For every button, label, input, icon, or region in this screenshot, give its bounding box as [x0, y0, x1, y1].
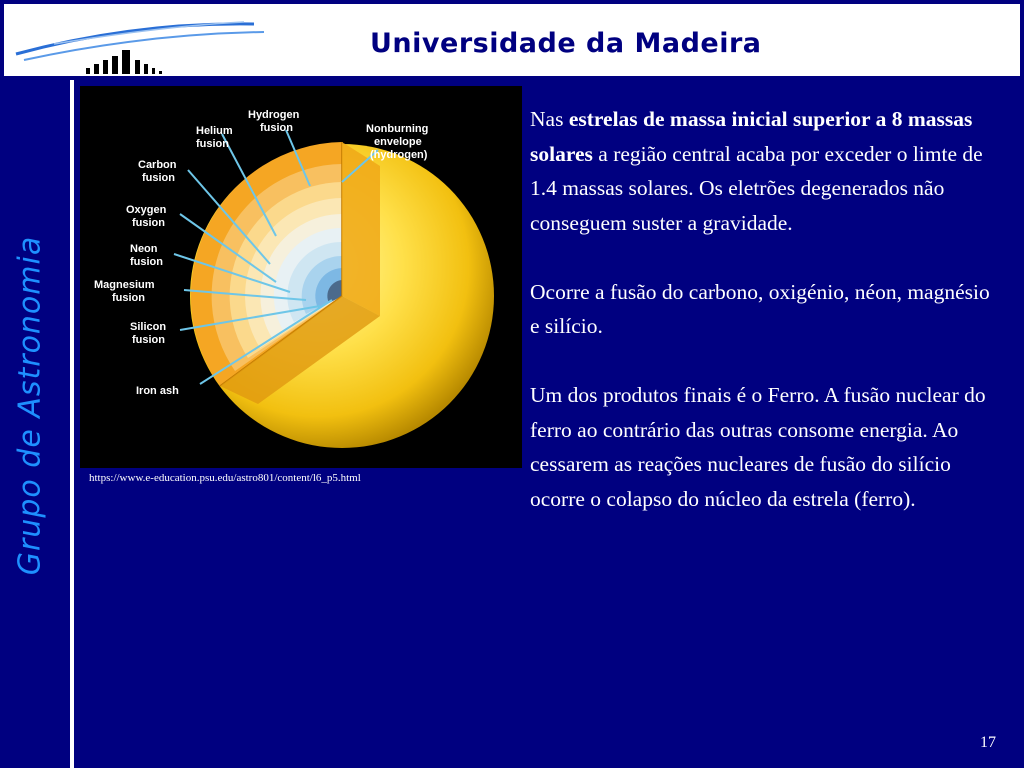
header-banner [4, 4, 1020, 76]
paragraph-1: Nas estrelas de massa inicial superior a 8 massas solares a região central acaba por exceder o limte de 1.4 massas solares. Os eletrões degenerados não conseguem suster a gravidade. [530, 107, 983, 235]
svg-text:Siliconfusion: Silicon fusion [130, 321, 167, 346]
university-title: Universidade da Madeira [370, 28, 762, 59]
page-number: 17 [980, 734, 996, 751]
label-hydrogen: Hydrogen [248, 109, 300, 121]
svg-text:Oxygenfusion: Oxygen fusion [126, 204, 167, 229]
slide-body [530, 102, 994, 551]
svg-text:Nonburningenvelope(hydrogen): Nonburning envelope (hydrogen) [366, 123, 429, 161]
label-iron: Iron ash [136, 385, 179, 397]
university-logo [14, 14, 314, 78]
paragraph-1-bold: estrelas de massa inicial superior a 8 massas solares [530, 107, 973, 166]
svg-text:Neonfusion: Neon fusion [130, 243, 163, 268]
star-layers-figure [80, 86, 522, 468]
svg-text:Carbonfusion: Carbon fusion [138, 159, 177, 184]
figure-credit: https://www.e-education.psu.edu/astro801/content/l6_p5.html [89, 472, 361, 484]
label-nonburning: Nonburning [366, 123, 429, 135]
paragraph-2: Ocorre a fusão do carbono, oxigénio, néon, magnésio e silício. [530, 279, 990, 338]
svg-text:Iron ash [136, 385, 179, 397]
label-silicon: Silicon [130, 321, 167, 333]
label-magnesium: Magnesium [94, 279, 155, 291]
label-oxygen: Oxygen [126, 204, 167, 216]
label-neon: Neon [130, 243, 158, 255]
svg-text:Hydrogenfusion: Hydrogen fusion [248, 109, 300, 134]
label-helium: Helium [196, 125, 233, 137]
svg-text:Magnesiumfusion: Magnesium fusion [94, 279, 155, 304]
label-carbon: Carbon [138, 159, 177, 171]
paragraph-3: Um dos produtos finais é o Ferro. A fusão nuclear do ferro ao contrário das outras consome energia. Ao cessarem as reações nucleares de fusão do silício ocorre o colapso do núcleo da estrela (ferro). [530, 383, 986, 511]
sidebar-vertical-title: Grupo de Astronomia [12, 235, 48, 576]
svg-text:Heliumfusion: Helium fusion [196, 125, 233, 150]
sidebar-divider [70, 80, 74, 768]
